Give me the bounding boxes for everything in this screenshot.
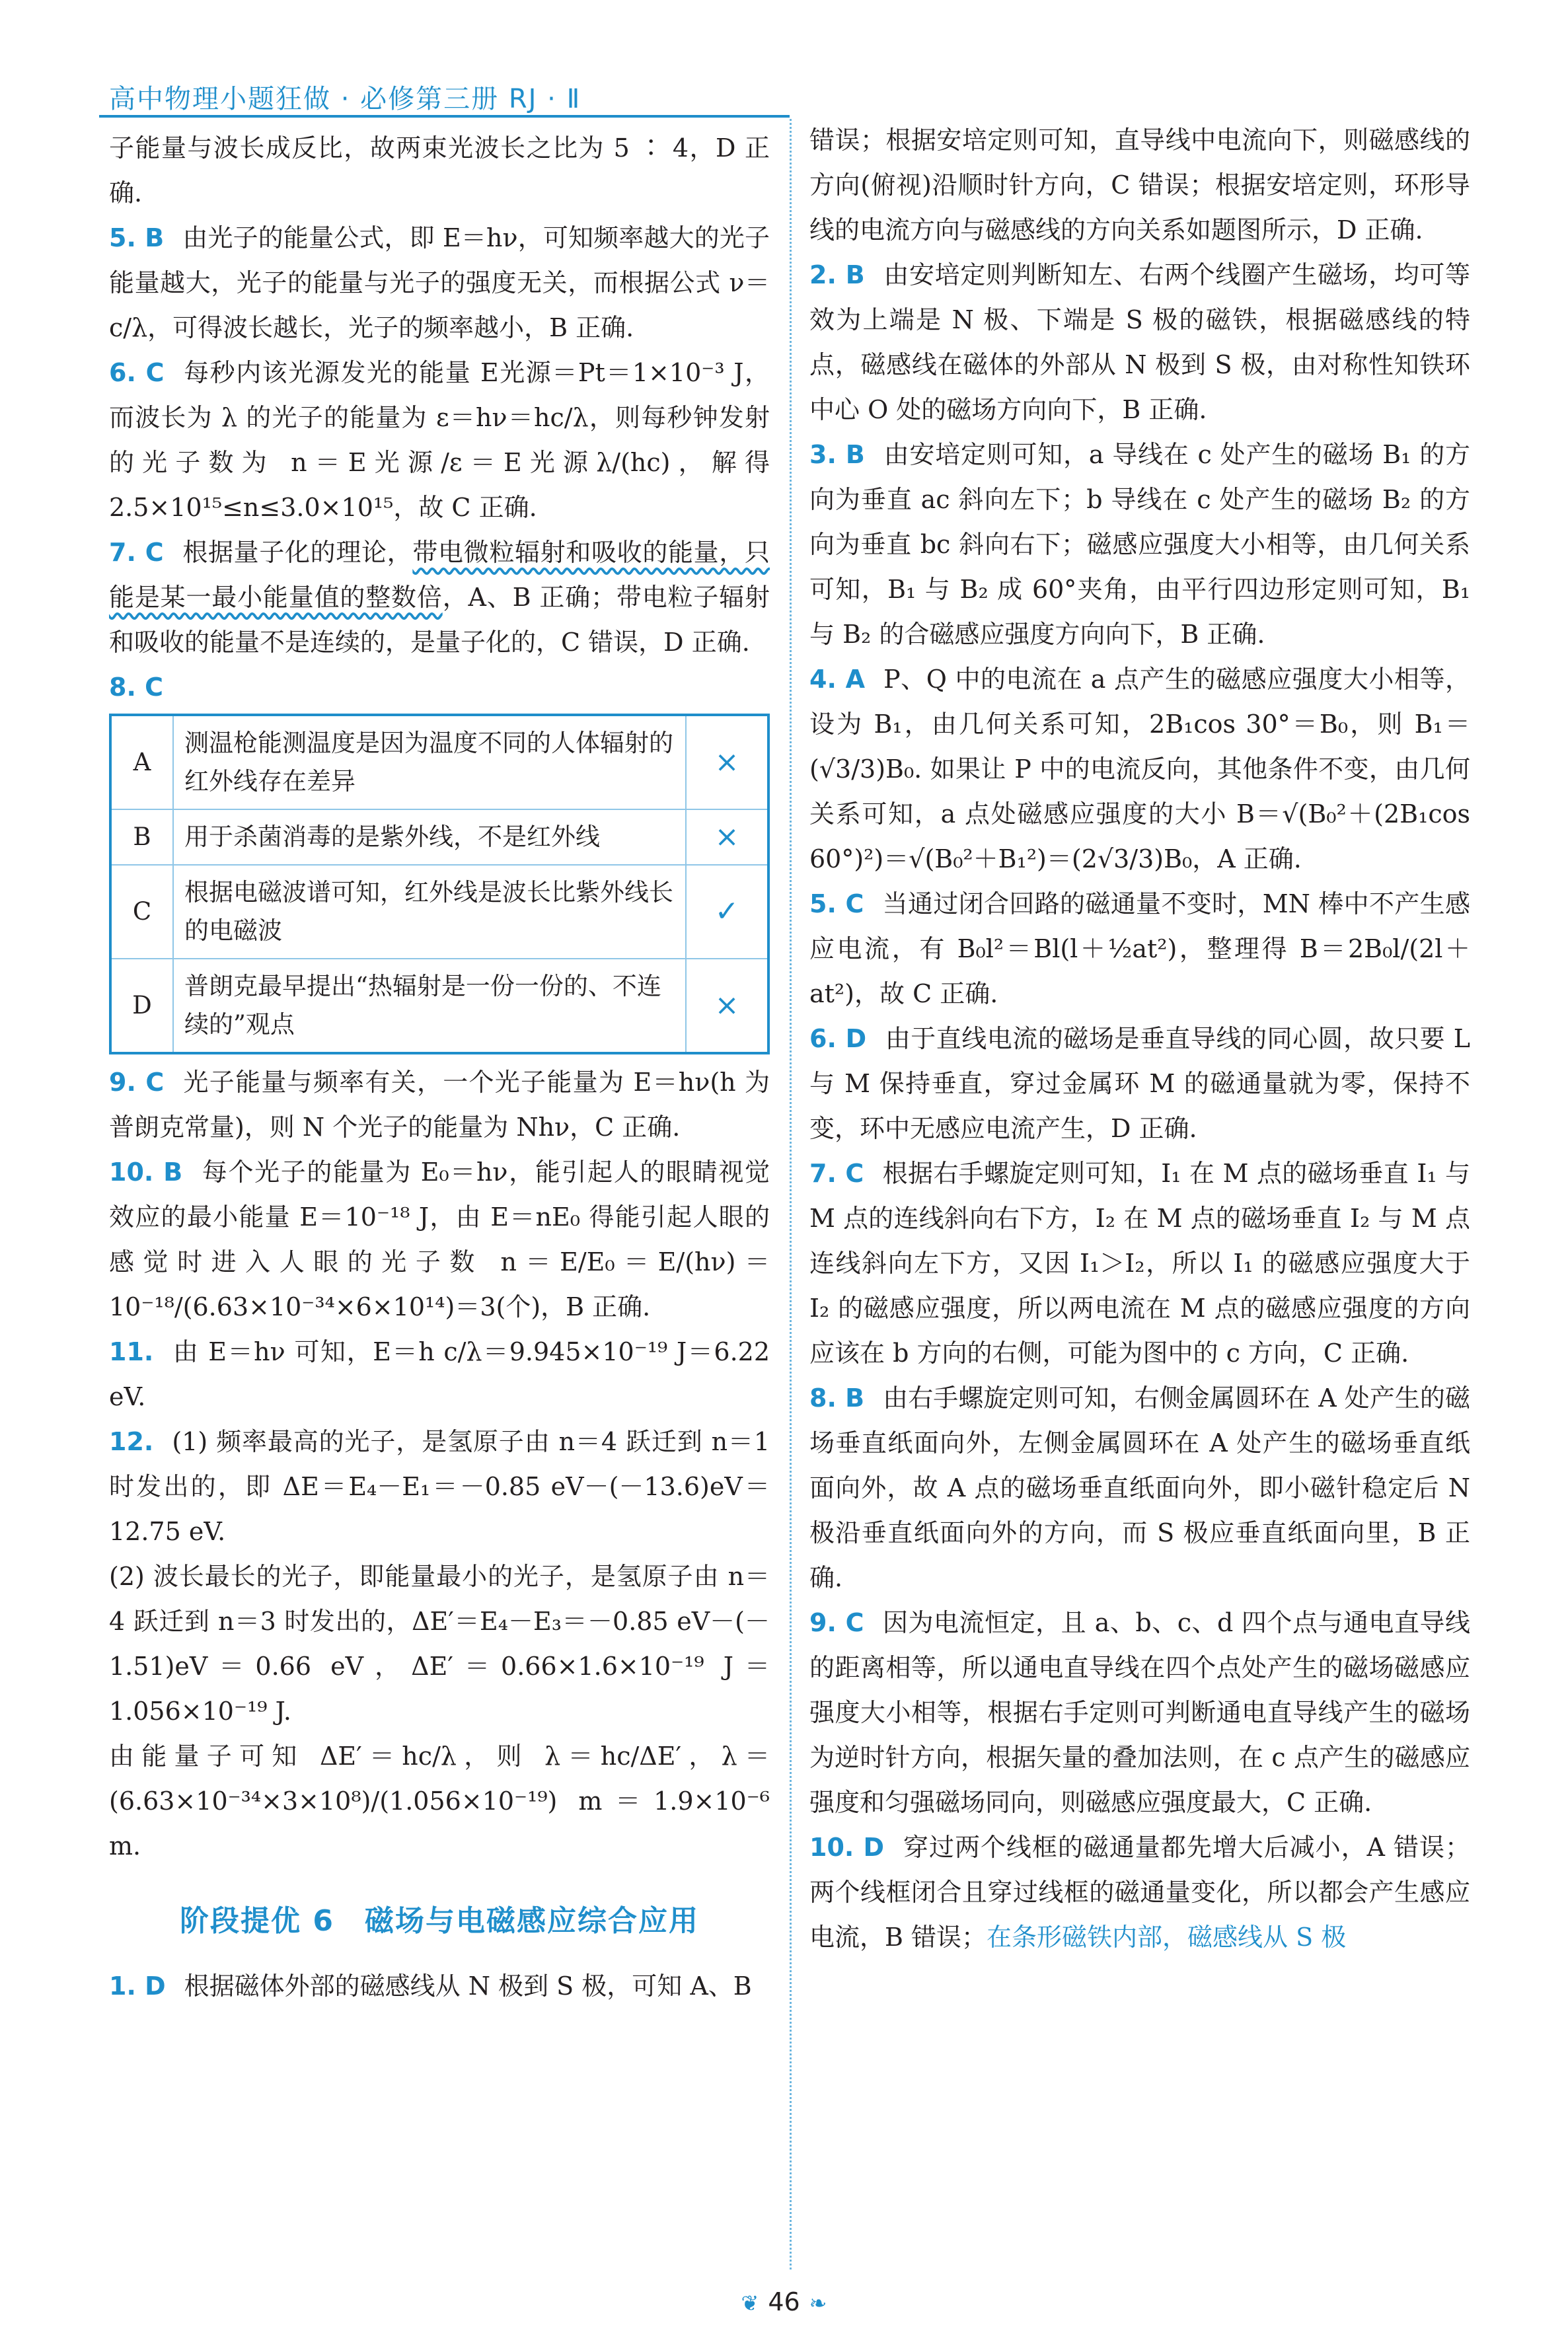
answer-10 xyxy=(809,1825,1470,1960)
answer-text: 由安培定则判断知左、右两个线圈产生磁场，均可等效为上端是 N 极、下端是 S 极的磁铁，根据磁感线的特点，磁感线在磁体的外部从 N 极到 S 极，由对称性知铁环中心 O 处的磁场方向向下，B 正确. xyxy=(809,260,1470,424)
answer-text: 由光子的能量公式，即 E＝hν，可知频率越大的光子能量越大，光子的能量与光子的强度无关，而根据公式 ν＝c/λ，可得波长越长，光子的频率越小，B 正确. xyxy=(109,223,770,342)
answer-number: 5. B xyxy=(109,223,165,252)
answer-5 xyxy=(109,215,770,350)
ornament-right-icon: ❧ xyxy=(809,2291,827,2316)
page-number: 46 xyxy=(768,2287,800,2316)
answer-text: 根据磁体外部的磁感线从 N 极到 S 极，可知 A、B xyxy=(184,1972,752,2001)
answer-2 xyxy=(809,252,1470,432)
answer-12 xyxy=(109,1419,770,1554)
answer-text: 穿过两个线框的磁通量都先增大后减小，A 错误；两个线框闭合且穿过线框的磁通量变化，所以都会产生感应电流，B 错误； xyxy=(809,1833,1470,1952)
answer-10 xyxy=(109,1150,770,1329)
answer-text-post: ，A、B 正确；带电粒子辐射和吸收的能量不是连续的，是量子化的，C 错误，D 正确. xyxy=(109,583,770,657)
answer-4 xyxy=(809,657,1470,881)
table-row xyxy=(110,865,768,959)
option-letter: A xyxy=(110,715,173,809)
answer-8 xyxy=(109,665,770,710)
answer-9 xyxy=(809,1600,1470,1825)
answer-number: 7. C xyxy=(809,1159,864,1188)
page-footer xyxy=(0,2287,1568,2316)
answer-text: 由右手螺旋定则可知，右侧金属圆环在 A 处产生的磁场垂直纸面向外，左侧金属圆环在 A 处产生的磁场垂直纸面向外，故 A 点的磁场垂直纸面向外，即小磁针稳定后 N 极沿垂直纸面向外的方向，而 S 极应垂直纸面向里，B 正确. xyxy=(809,1384,1470,1592)
answer-11 xyxy=(109,1329,770,1419)
section-answer-1 xyxy=(109,1964,770,2009)
answer-number: 1. D xyxy=(109,1972,166,2001)
answer-text: 由安培定则可知，a 导线在 c 处产生的磁场 B₁ 的方向为垂直 ac 斜向左下；b 导线在 c 处产生的磁场 B₂ 的方向为垂直 bc 斜向右下；磁感应强度大小相等，由几何关系可知，B₁ 与 B₂ 成 60°夹角，由平行四边形定则可知，B₁ 与 B₂ 的合磁感应强度方向向下，B 正确. xyxy=(809,440,1470,649)
table-row xyxy=(110,809,768,865)
answer-number: 9. C xyxy=(809,1608,864,1637)
answer-continuation: 子能量与波长成反比，故两束光波长之比为 5 ∶ 4，D 正确. xyxy=(109,133,770,207)
answer-number: 10. B xyxy=(109,1158,183,1187)
answer-7 xyxy=(809,1151,1470,1376)
ornament-left-icon: ❦ xyxy=(741,2291,759,2316)
answer-number: 12. xyxy=(109,1427,154,1456)
cross-icon: × xyxy=(686,809,768,865)
answer-12-part-2: (2) 波长最长的光子，即能量最小的光子，是氢原子由 n＝4 跃迁到 n＝3 时发出的，ΔE′＝E₄－E₃＝－0.85 eV－(－1.51)eV＝0.66 eV，ΔE′＝0.66×1.6×10⁻¹⁹ J＝1.056×10⁻¹⁹ J. xyxy=(109,1562,770,1726)
answer-continuation: 错误；根据安培定则可知，直导线中电流向下，则磁感线的方向(俯视)沿顺时针方向，C 错误；根据安培定则，环形导线的电流方向与磁感线的方向关系如题图所示，D 正确. xyxy=(809,126,1470,244)
column-divider xyxy=(790,119,794,2270)
header-rule xyxy=(99,115,790,118)
answer-number: 6. C xyxy=(109,358,165,387)
option-letter: C xyxy=(110,865,173,959)
answer-number: 7. C xyxy=(109,538,164,567)
answer-number: 10. D xyxy=(809,1833,885,1862)
answer-text: 每个光子的能量为 E₀＝hν，能引起人的眼睛视觉效应的最小能量 E＝10⁻¹⁸ J，由 E＝nE₀ 得能引起人眼的感觉时进入人眼的光子数 n＝E/E₀＝E/(hν)＝10⁻¹⁸/(6.63×10⁻³⁴×6×10¹⁴)＝3(个)，B 正确. xyxy=(109,1158,770,1321)
answer-number: 8. B xyxy=(809,1384,865,1413)
answer-number: 5. C xyxy=(809,889,864,918)
answer-text: 根据右手螺旋定则可知，I₁ 在 M 点的磁场垂直 I₁ 与 M 点的连线斜向右下方，I₂ 在 M 点的磁场垂直 I₂ 与 M 点连线斜向左下方，又因 I₁＞I₂，所以 I₁ 的磁感应强度大于 I₂ 的磁感应强度，所以两电流在 M 点的磁感应强度的方向应该在 b 方向的右侧，可能为图中的 c 方向，C 正确. xyxy=(809,1159,1470,1368)
cross-icon: × xyxy=(686,715,768,809)
table-row xyxy=(110,959,768,1053)
option-letter: B xyxy=(110,809,173,865)
page-header: 高中物理小题狂做 · 必修第三册 RJ · Ⅱ xyxy=(109,84,581,114)
answer-part-1: (1) 频率最高的光子，是氢原子由 n＝4 跃迁到 n＝1 时发出的，即 ΔE＝E₄－E₁＝－0.85 eV－(－13.6)eV＝12.75 eV. xyxy=(109,1427,770,1546)
answer-5 xyxy=(809,881,1470,1016)
option-reason: 普朗克最早提出“热辐射是一份一份的、不连续的”观点 xyxy=(173,959,686,1053)
answer-text: 因为电流恒定，且 a、b、c、d 四个点与通电直导线的距离相等，所以通电直导线在四个点处产生的磁场磁感应强度大小相等，根据右手定则可判断通电直导线产生的磁场为逆时针方向，根据矢量的叠加法则，在 c 点产生的磁感应强度和匀强磁场同向，则磁感应强度最大，C 正确. xyxy=(809,1608,1471,1817)
answer-number: 4. A xyxy=(809,665,866,694)
answer-key-point: 带电微粒辐射和吸收的能量，只能是某一最小能量值的整数倍 xyxy=(109,538,770,612)
answer-number: 9. C xyxy=(109,1068,165,1097)
section-title: 阶段提优 6 磁场与电磁感应综合应用 xyxy=(180,1904,699,1938)
option-reason: 根据电磁波谱可知，红外线是波长比紫外线长的电磁波 xyxy=(173,865,686,959)
option-reason: 测温枪能测温度是因为温度不同的人体辐射的红外线存在差异 xyxy=(173,715,686,809)
right-column xyxy=(809,118,1470,1960)
answer-text: 由 E＝hν 可知，E＝h c/λ＝9.945×10⁻¹⁹ J＝6.22 eV. xyxy=(109,1337,770,1411)
answer-number: 3. B xyxy=(809,440,865,469)
answer-number: 6. D xyxy=(809,1024,867,1053)
answer-9 xyxy=(109,1060,770,1150)
cross-icon: × xyxy=(686,959,768,1053)
answer-12-part-3: 由能量子可知 ΔE′＝hc/λ，则 λ＝hc/ΔE′，λ＝(6.63×10⁻³⁴×3×10⁸)/(1.056×10⁻¹⁹) m＝1.9×10⁻⁶ m. xyxy=(109,1742,770,1861)
answer-3 xyxy=(809,432,1470,657)
answer-text: 光子能量与频率有关，一个光子能量为 E＝hν(h 为普朗克常量)，则 N 个光子的能量为 Nhν，C 正确. xyxy=(109,1068,770,1142)
check-icon: ✓ xyxy=(686,865,768,959)
answer-text-pre: 根据量子化的理论， xyxy=(182,538,413,567)
answer-7 xyxy=(109,530,770,665)
answer-text: 由于直线电流的磁场是垂直导线的同心圆，故只要 L 与 M 保持垂直，穿过金属环 M 的磁通量就为零，保持不变，环中无感应电流产生，D 正确. xyxy=(809,1024,1470,1143)
highlighted-text: 在条形磁铁内部，磁感线从 S 极 xyxy=(987,1923,1347,1952)
option-letter: D xyxy=(110,959,173,1053)
answer-8 xyxy=(809,1376,1470,1600)
answer-text: P、Q 中的电流在 a 点产生的磁感应强度大小相等，设为 B₁，由几何关系可知，2B₁cos 30°＝B₀，则 B₁＝(√3/3)B₀. 如果让 P 中的电流反向，其他条件不变，由几何关系可知，a 点处磁感应强度的大小 B＝√(B₀²＋(2B₁cos 60°)²)＝√(B₀²＋B₁²)＝(2√3/3)B₀，A 正确. xyxy=(809,665,1471,873)
table-row xyxy=(110,715,768,809)
left-column xyxy=(109,126,770,2009)
answer-text: 每秒内该光源发光的能量 E光源＝Pt＝1×10⁻³ J，而波长为 λ 的光子的能量为 ε＝hν＝hc/λ，则每秒钟发射的光子数为 n＝E光源/ε＝E光源λ/(hc)，解得 2.5×10¹⁵≤n≤3.0×10¹⁵，故 C 正确. xyxy=(109,358,770,522)
answer-6 xyxy=(809,1016,1470,1151)
answer-text: 当通过闭合回路的磁通量不变时，MN 棒中不产生感应电流，有 B₀l²＝Bl(l＋½at²)，整理得 B＝2B₀l/(2l＋at²)，故 C 正确. xyxy=(809,889,1470,1008)
answer-number: 2. B xyxy=(809,260,865,289)
option-judgement-table xyxy=(109,714,770,1054)
option-reason: 用于杀菌消毒的是紫外线，不是红外线 xyxy=(173,809,686,865)
answer-6 xyxy=(109,350,770,530)
answer-number: 8. C xyxy=(109,673,163,702)
answer-number: 11. xyxy=(109,1337,154,1366)
